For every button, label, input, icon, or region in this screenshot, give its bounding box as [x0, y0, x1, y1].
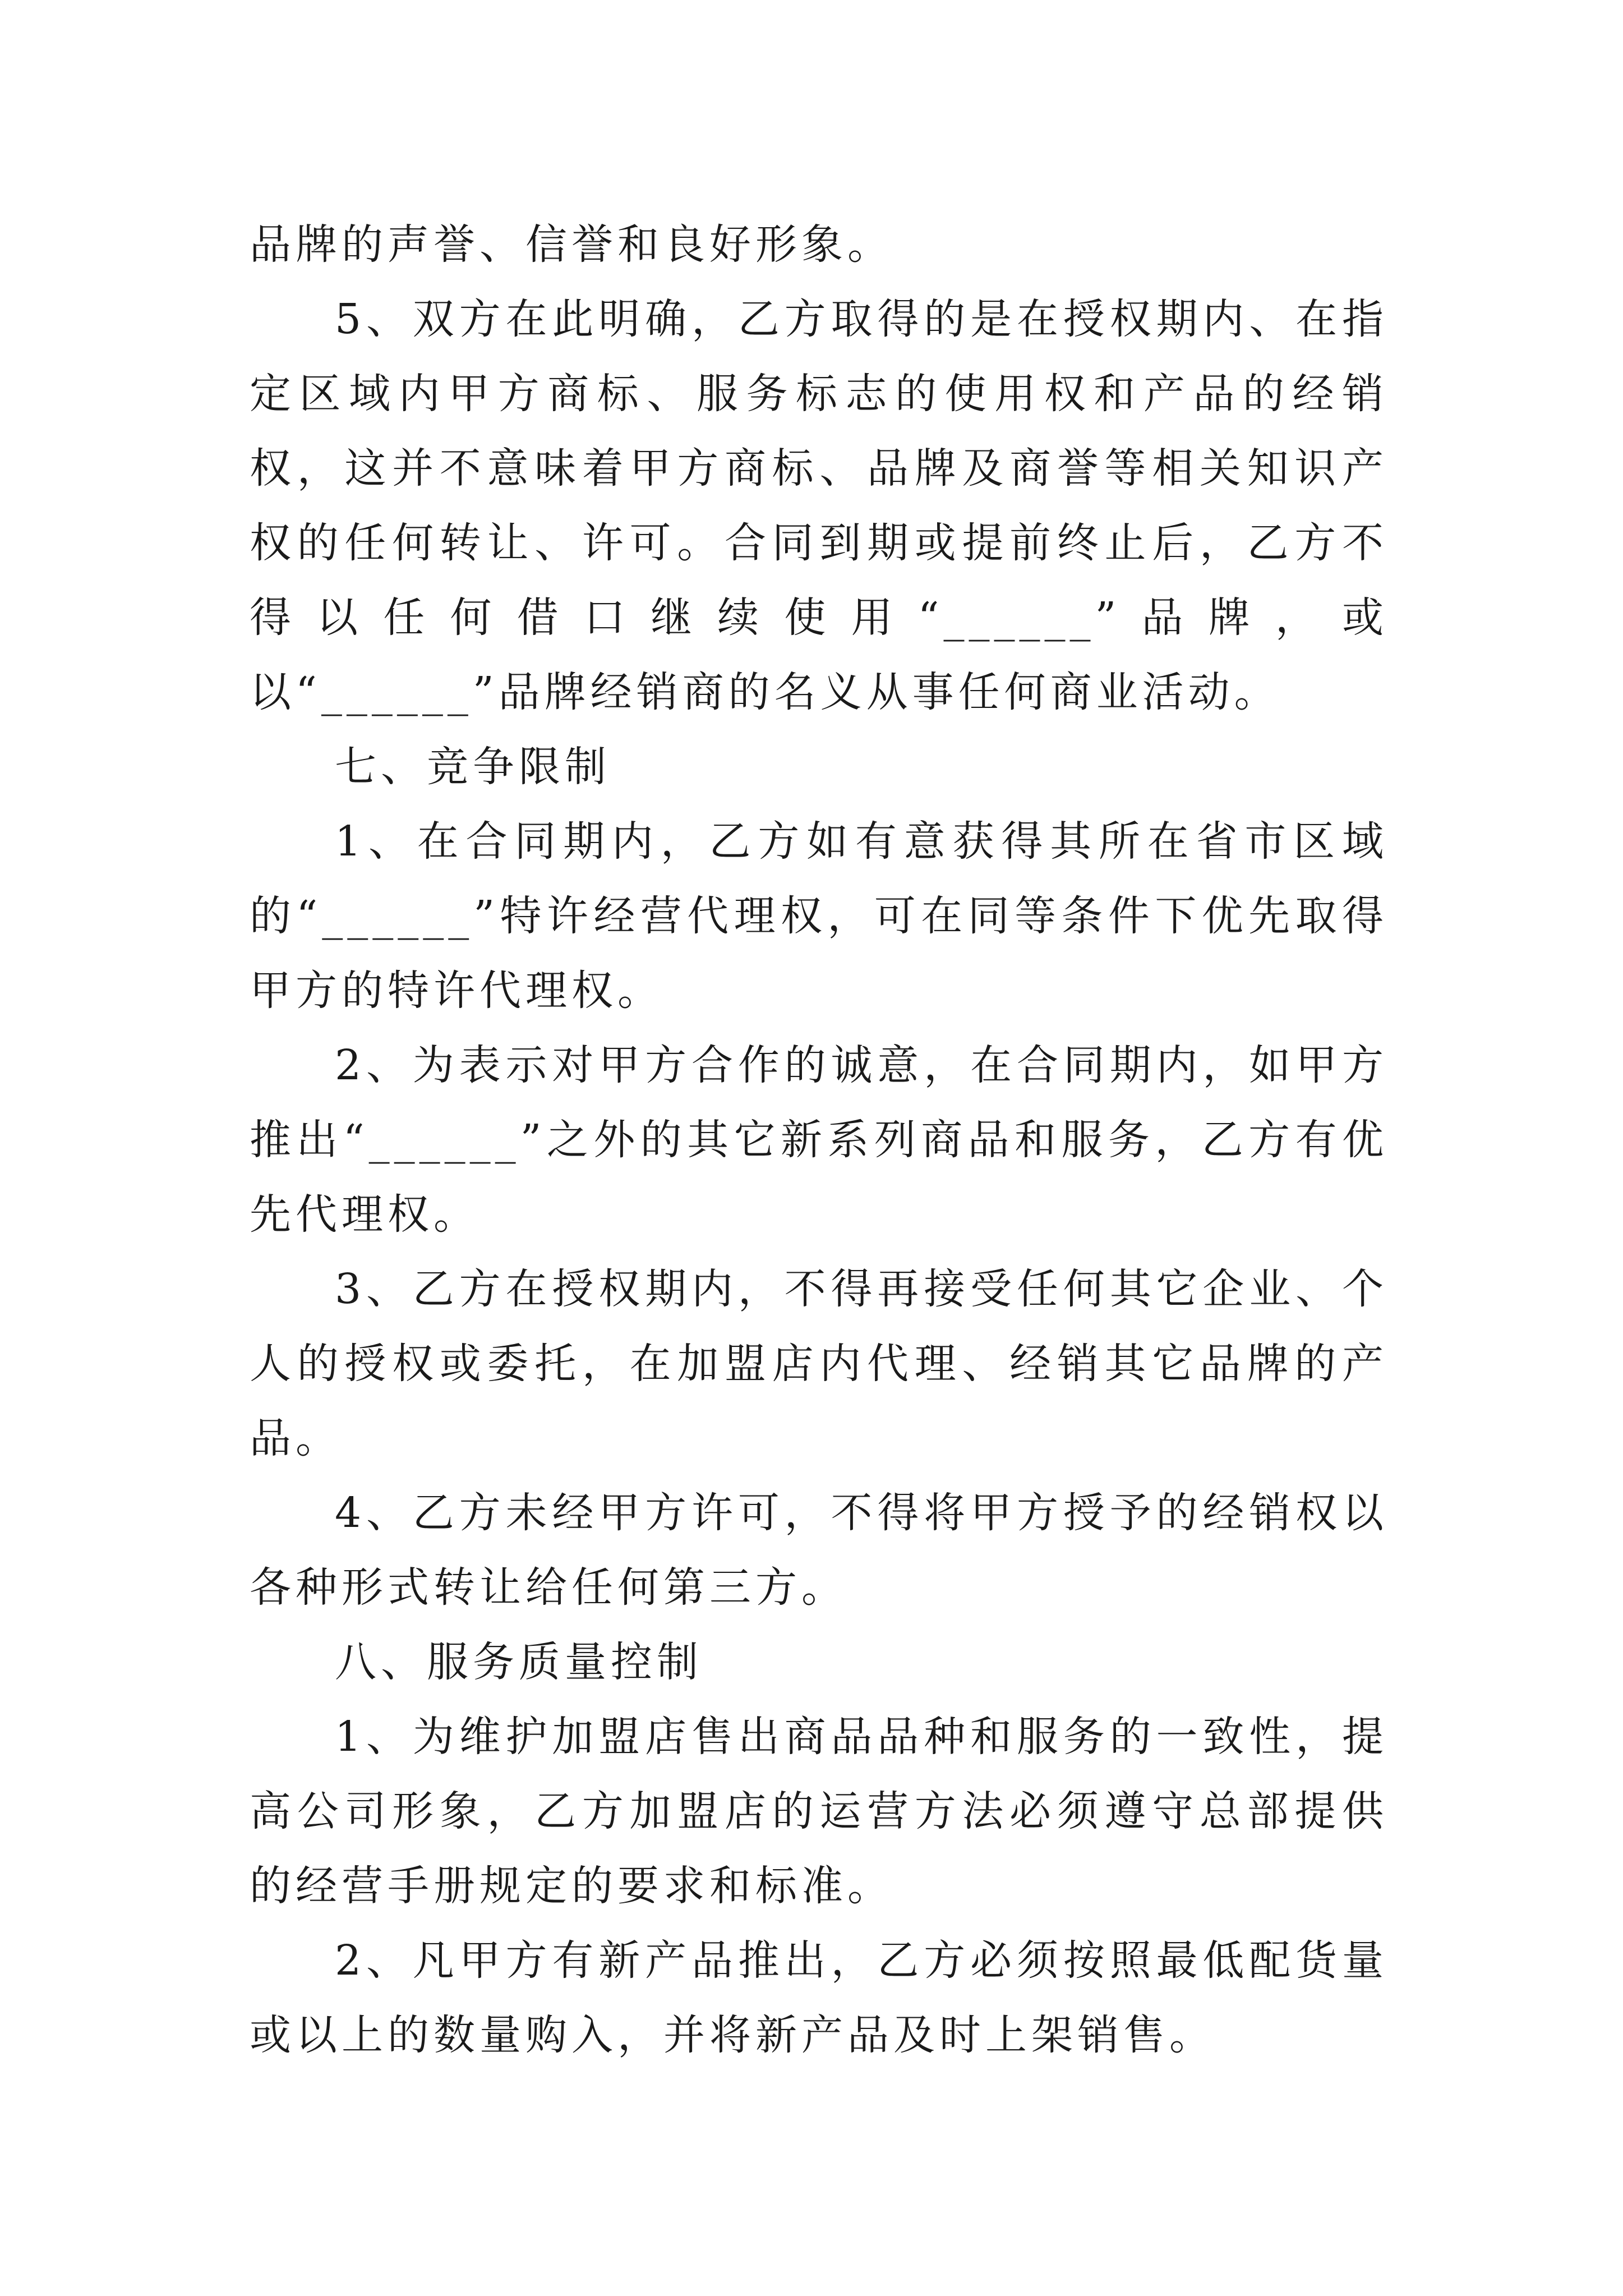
document-body	[250, 208, 1388, 2073]
paragraph-competition-clause-4: 4、乙方未经甲方许可，不得将甲方授予的经销权以各种形式转让给任何第三方。	[250, 1489, 1388, 1612]
paragraph-competition-clause-1: 1、在合同期内，乙方如有意获得其所在省市区域的“______”特许经营代理权，可在同等条件下优先取得甲方的特许代理权。	[250, 817, 1388, 1015]
paragraph-brand-reputation: 品牌的声誉、信誉和良好形象。	[250, 220, 893, 269]
section-heading-service-quality: 八、服务质量控制	[335, 1638, 703, 1686]
section-heading-competition-restriction: 七、竞争限制	[335, 743, 611, 791]
paragraph-quality-clause-1: 1、为维护加盟店售出商品品种和服务的一致性，提高公司形象，乙方加盟店的运营方法必须遵守总部提供的经营手册规定的要求和标准。	[250, 1713, 1388, 1910]
paragraph-competition-clause-2: 2、为表示对甲方合作的诚意，在合同期内，如甲方推出“______”之外的其它新系列商品和服务，乙方有优先代理权。	[250, 1041, 1388, 1239]
paragraph-competition-clause-3: 3、乙方在授权期内，不得再接受任何其它企业、个人的授权或委托，在加盟店内代理、经销其它品牌的产品。	[250, 1265, 1388, 1462]
paragraph-quality-clause-2: 2、凡甲方有新产品推出，乙方必须按照最低配货量或以上的数量购入，并将新产品及时上架销售。	[250, 1936, 1388, 2059]
paragraph-clause-5: 5、双方在此明确，乙方取得的是在授权期内、在指定区域内甲方商标、服务标志的使用权和产品的经销权，这并不意味着甲方商标、品牌及商誉等相关知识产权的任何转让、许可。合同到期或提前终止后，乙方不得以任何借口继续使用“______”品牌，或以“______”品牌经销商的名义从事任何商业活动。	[250, 295, 1388, 716]
